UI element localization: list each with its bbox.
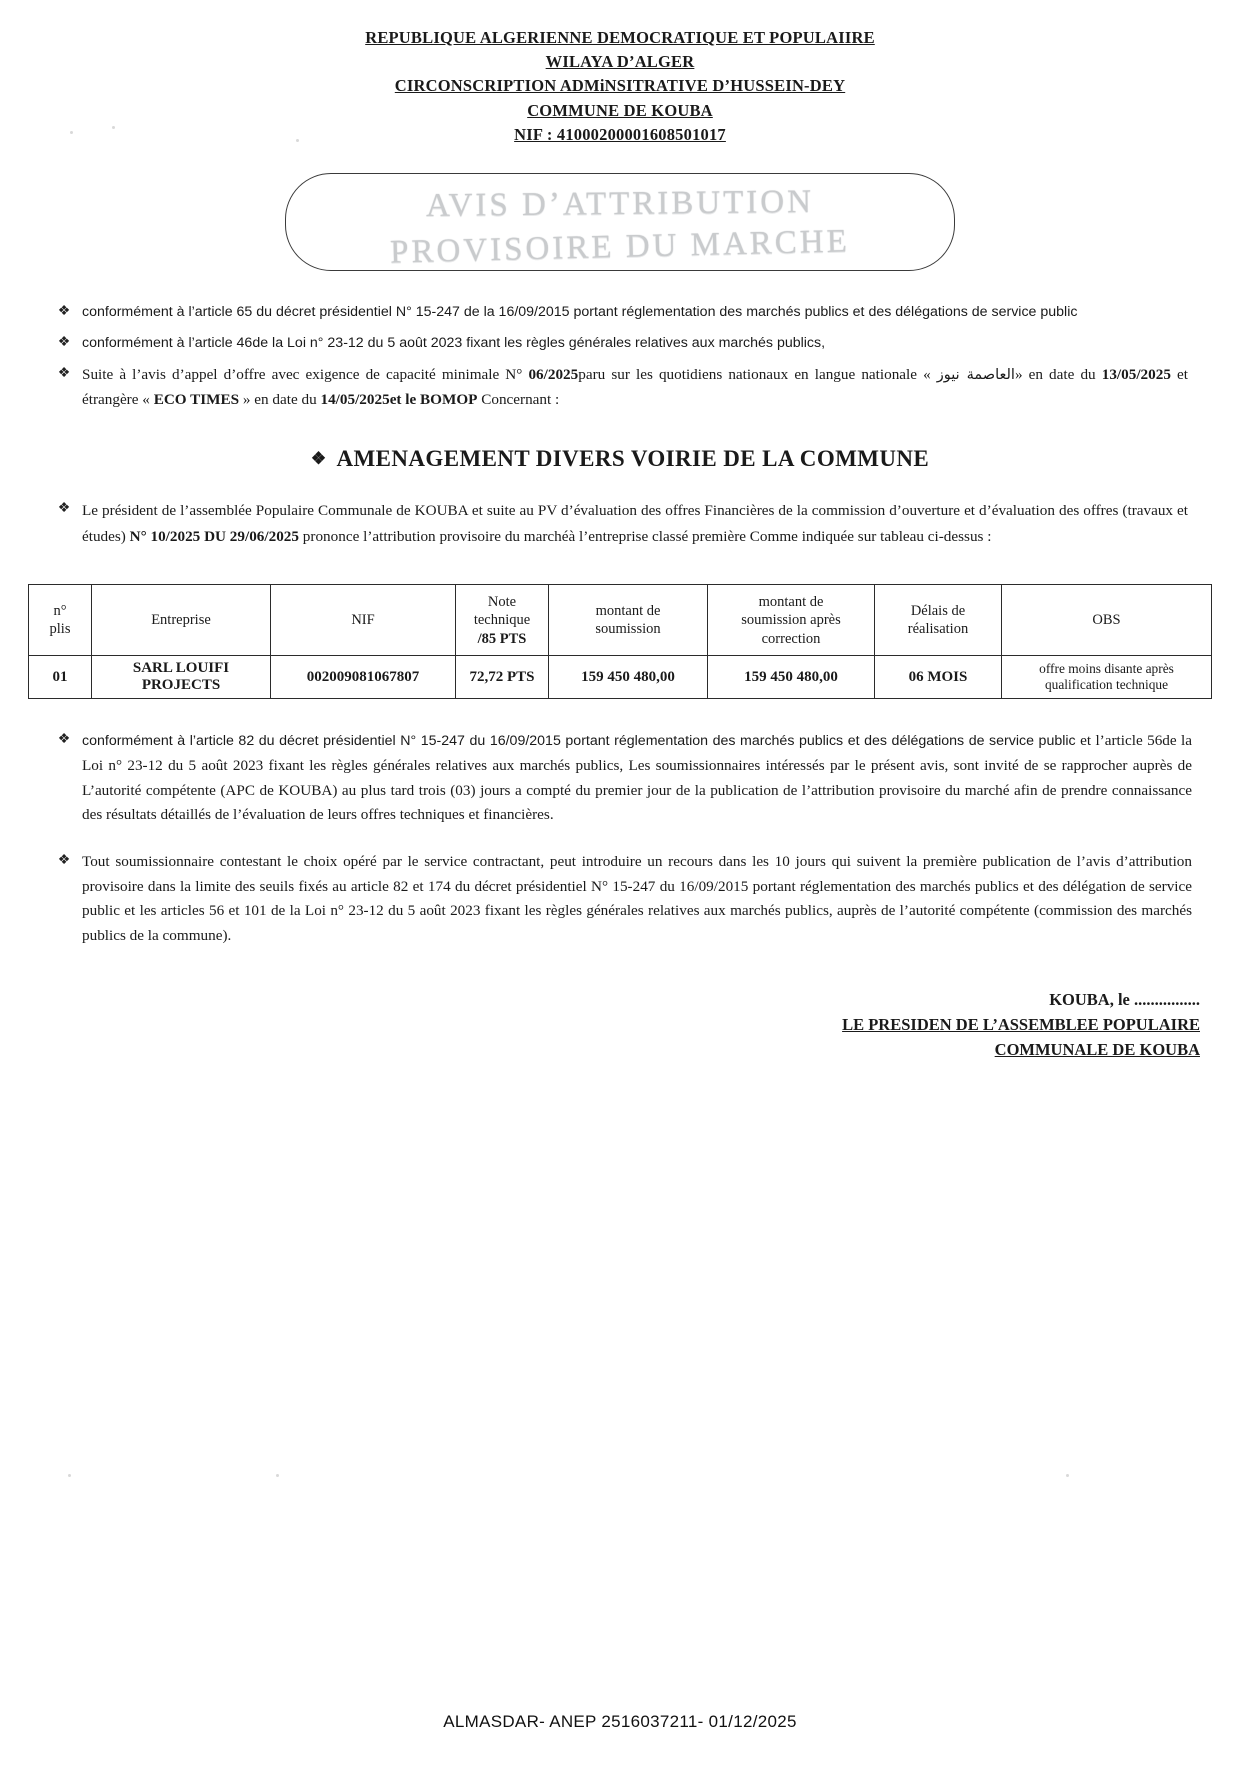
appel-offre-text-c: » en date du	[1014, 365, 1102, 383]
legal-note-1-line1: conformément à l’article 82 du décret présidentiel N° 15-247 du 16/09/2015 portant réglementation des marchés publics et des délégations de service public	[82, 733, 1076, 750]
intro-bullet-list	[0, 301, 1240, 412]
legal-notes-block	[0, 729, 1240, 948]
legal-note-1	[46, 729, 1192, 828]
signature-title-line1: LE PRESIDEN DE L’ASSEMBLEE POPULAIRE	[842, 1015, 1200, 1035]
column-header-nif: NIF	[271, 585, 456, 656]
award-table-header	[29, 585, 1212, 656]
column-header-obs: OBS	[1002, 585, 1212, 656]
bullet-appel-offre	[82, 363, 1188, 412]
signature-block	[0, 988, 1200, 1063]
cell-obs: offre moins disante après qualification technique	[1002, 656, 1212, 699]
appel-offre-foreign-newspaper: ECO TIMES	[153, 390, 240, 408]
table-row	[29, 656, 1212, 699]
header-line-circonscription: CIRCONSCRIPTION ADMіNSITRATIVE D’HUSSEIN-DEY	[394, 76, 846, 96]
cell-delais: 06 MOIS	[875, 656, 1002, 699]
award-table-body	[29, 656, 1212, 699]
legal-note-2	[46, 850, 1192, 949]
appel-offre-text-a: Suite à l’avis d’appel d’offre avec exigence de capacité minimale N°	[82, 365, 529, 383]
appel-offre-arabic-newspaper: العاصمة نيوز	[936, 366, 1015, 383]
diamond-bullet-icon: ❖	[57, 365, 71, 381]
cell-montant-apres-correction: 159 450 480,00	[708, 656, 875, 699]
award-paragraph-text-a: Le président de l’assemblée Populaire Communale de KOUBA et suite au PV d’évaluation des offres Financières de la commission d’ouverture et d’évaluation des offres (travaux et études)	[82, 502, 1188, 546]
column-header-n-plis: n° plis	[29, 585, 92, 656]
signature-title-line2: COMMUNALE DE KOUBA	[994, 1040, 1200, 1060]
cell-n-plis: 01	[29, 656, 92, 699]
scan-speckle	[296, 139, 299, 142]
cell-entreprise: SARL LOUIFI PROJECTS	[92, 656, 271, 699]
column-header-entreprise: Entreprise	[92, 585, 271, 656]
legal-note-1-line2: et l’article 56de la Loi n° 23-12 du 5 août 2023 fixant les règles générales relatives aux marchés publics, Les soumissionnaires intéressés par le présent avis, sont invité de se rapprocher auprès de L’autorité compétente (APC de KOUBA) au plus tard trois (03) jours a compté du premier jour de la publication de l’attribution provisoire du marché afin de prendre connaissance des résultats détaillés de l’évaluation de leurs offres techniques et financières.	[82, 732, 1193, 824]
cell-montant-soumission: 159 450 480,00	[549, 656, 708, 699]
market-object-label: AMENAGEMENT DIVERS VOIRIE DE LA COMMUNE	[336, 446, 930, 472]
cell-nif: 002009081067807	[271, 656, 456, 699]
notice-title-line2: PROVISOIRE DU MARCHE	[389, 223, 851, 272]
appel-offre-date-national: 13/05/2025	[1101, 365, 1171, 383]
award-table	[28, 584, 1212, 699]
list-item	[46, 850, 1192, 949]
diamond-bullet-icon: ❖	[57, 732, 71, 748]
appel-offre-bomop: et le BOMOP	[389, 390, 478, 408]
scan-speckle	[276, 1474, 279, 1477]
footer-anep-reference: ALMASDAR- ANEP 2516037211- 01/12/2025	[443, 1712, 797, 1731]
scan-speckle	[70, 131, 73, 134]
list-item	[46, 363, 1188, 412]
market-object-title	[0, 446, 1240, 472]
header-line-nif: NIF : 41000200001608501017	[514, 124, 726, 144]
diamond-bullet-icon: ❖	[57, 334, 71, 350]
notice-title-box	[285, 173, 955, 271]
award-paragraph-text-b: prononce l’attribution provisoire du marchéà l’entreprise classé première Comme indiquée sur tableau ci-dessus :	[299, 528, 992, 546]
appel-offre-text-b: paru sur les quotidiens nationaux en langue nationale «	[578, 365, 937, 383]
legal-note-1-text	[82, 729, 1192, 828]
award-paragraph-block	[0, 498, 1240, 550]
header-line-wilaya: WILAYA D’ALGER	[545, 52, 695, 72]
award-paragraph	[82, 498, 1188, 550]
list-item	[46, 301, 1188, 324]
diamond-bullet-icon: ❖	[57, 501, 71, 517]
bullet-article-46: conformément à l’article 46de la Loi n° 23-12 du 5 août 2023 fixant les règles générales relatives aux marchés publics,	[82, 334, 826, 351]
appel-offre-text-e: » en date du	[239, 390, 321, 408]
cell-note-technique: 72,72 PTS	[456, 656, 549, 699]
list-item	[46, 729, 1192, 828]
header-line-commune: COMMUNE DE KOUBA	[527, 100, 713, 120]
appel-offre-text-g: Concernant :	[477, 390, 560, 408]
column-header-note-technique: Note technique /85 PTS	[456, 585, 549, 656]
table-header-row	[29, 585, 1212, 656]
award-table-wrapper	[28, 584, 1212, 699]
scan-speckle	[112, 126, 115, 129]
diamond-bullet-icon: ❖	[57, 303, 71, 319]
column-header-montant-apres-correction: montant de soumission après correction	[708, 585, 875, 656]
legal-note-2-text: Tout soumissionnaire contestant le choix opéré par le service contractant, peut introduire un recours dans les 10 jours qui suivent la première publication de l’avis d’attribution provisoire dans la limite des seuils fixés au article 82 et 174 du décret présidentiel N° 15-247 du 16/09/2015 portant réglementation des marchés publics et des délégation de service public et les articles 56 et 101 de la Loi n° 23-12 du 5 août 2023 fixant les règles générales relatives aux marchés publics, auprès de l’autorité compétente (commission des marchés publics de la commune).	[82, 852, 1192, 944]
award-pv-reference: N° 10/2025 DU 29/06/2025	[129, 528, 299, 546]
column-header-montant-soumission: montant de soumission	[549, 585, 708, 656]
signature-place-date: KOUBA, le ................	[1049, 990, 1200, 1010]
diamond-bullet-icon: ❖	[57, 852, 71, 868]
scan-speckle	[1066, 1474, 1069, 1477]
appel-offre-text-d: et étrangère «	[82, 365, 1188, 408]
appel-offre-date-foreign: 14/05/2025	[320, 390, 390, 408]
diamond-bullet-icon: ❖	[310, 449, 327, 469]
notice-title-text	[286, 183, 954, 270]
notice-title-line1: AVIS D’ATTRIBUTION	[425, 183, 815, 224]
scan-speckle	[68, 1474, 71, 1477]
bullet-article-65: conformément à l’article 65 du décret présidentiel N° 15-247 de la 16/09/2015 portant réglementation des marchés publics et des délégations de service public	[82, 303, 1078, 320]
header-line-republic: REPUBLIQUE ALGERIENNE DEMOCRATIQUE ET POPULAIIRE	[365, 28, 875, 47]
document-page	[0, 26, 1240, 1780]
list-item	[46, 498, 1188, 550]
appel-offre-number: 06/2025	[528, 365, 579, 383]
document-header	[0, 26, 1240, 147]
list-item	[46, 332, 1188, 355]
column-header-delais: Délais de réalisation	[875, 585, 1002, 656]
